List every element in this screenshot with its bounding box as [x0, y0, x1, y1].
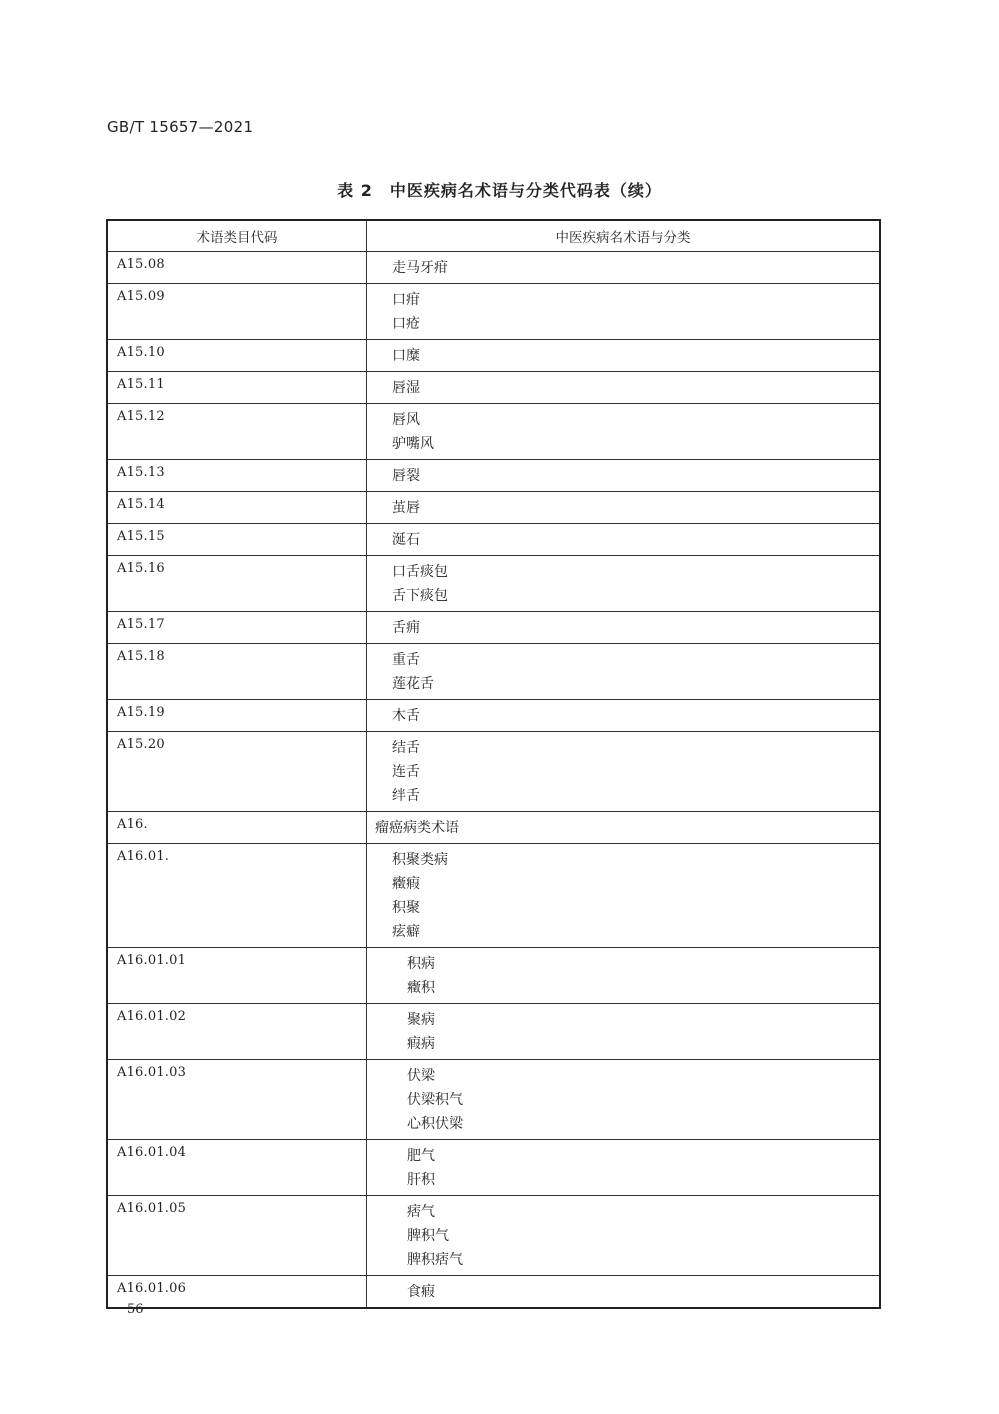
table-row — [107, 1196, 880, 1276]
term-name: 积聚 — [392, 900, 420, 916]
term-name: 瘕病 — [407, 1036, 435, 1052]
term-code: A15.17 — [107, 612, 367, 644]
term-names — [367, 340, 881, 372]
term-code: A16.01.05 — [107, 1196, 367, 1276]
term-names — [367, 844, 881, 948]
term-name: 舌痈 — [392, 620, 420, 636]
term-name: 口疳 — [392, 292, 420, 308]
term-names — [367, 1004, 881, 1060]
column-header-terms: 中医疾病名术语与分类 — [367, 220, 881, 252]
table-row — [107, 1140, 880, 1196]
term-name: 驴嘴风 — [392, 436, 434, 452]
table-row — [107, 524, 880, 556]
term-name: 心积伏梁 — [407, 1116, 463, 1132]
term-name: 伏梁 — [407, 1068, 435, 1084]
term-name: 茧唇 — [392, 500, 420, 516]
term-name: 脾积气 — [407, 1228, 449, 1244]
term-code: A15.20 — [107, 732, 367, 812]
term-name: 脾积痞气 — [407, 1252, 463, 1268]
term-name: 连舌 — [392, 764, 420, 780]
term-names — [367, 732, 881, 812]
term-code: A15.16 — [107, 556, 367, 612]
table-row — [107, 1004, 880, 1060]
term-code: A16.01.01 — [107, 948, 367, 1004]
term-code: A15.10 — [107, 340, 367, 372]
term-name: 结舌 — [392, 740, 420, 756]
table-row — [107, 252, 880, 284]
term-name: 唇裂 — [392, 468, 420, 484]
term-name: 痞气 — [407, 1204, 435, 1220]
term-name: 肝积 — [407, 1172, 435, 1188]
term-name: 食瘕 — [407, 1284, 435, 1300]
term-name: 聚病 — [407, 1012, 435, 1028]
term-name: 积病 — [407, 956, 435, 972]
table-row — [107, 372, 880, 404]
term-code: A15.19 — [107, 700, 367, 732]
term-name: 口糜 — [392, 348, 420, 364]
term-names — [367, 948, 881, 1004]
term-names — [367, 1276, 881, 1309]
table-row — [107, 404, 880, 460]
table-header-row — [107, 220, 880, 252]
term-name: 唇风 — [392, 412, 420, 428]
term-names — [367, 524, 881, 556]
term-name: 重舌 — [392, 652, 420, 668]
table-caption: 表 2 中医疾病名术语与分类代码表（续） — [337, 181, 662, 200]
term-name: 癥瘕 — [392, 876, 420, 892]
table-body — [107, 252, 880, 1309]
term-name: 积聚类病 — [392, 852, 448, 868]
term-code: A15.08 — [107, 252, 367, 284]
term-code: A16.01.06 — [107, 1276, 367, 1309]
term-names — [367, 252, 881, 284]
table-row — [107, 460, 880, 492]
term-code: A15.18 — [107, 644, 367, 700]
term-name: 痃癖 — [392, 924, 420, 940]
term-code: A16.01.03 — [107, 1060, 367, 1140]
term-names — [367, 372, 881, 404]
term-name: 肥气 — [407, 1148, 435, 1164]
term-names — [367, 700, 881, 732]
table-row — [107, 1060, 880, 1140]
term-names — [367, 1196, 881, 1276]
term-names — [367, 556, 881, 612]
term-name: 伏梁积气 — [407, 1092, 463, 1108]
term-name: 癥积 — [407, 980, 435, 996]
term-code: A15.14 — [107, 492, 367, 524]
term-names — [367, 644, 881, 700]
term-name: 瘤癌病类术语 — [375, 820, 459, 836]
term-name: 绊舌 — [392, 788, 420, 804]
table-row — [107, 700, 880, 732]
term-names — [367, 492, 881, 524]
table-row — [107, 844, 880, 948]
term-code: A15.09 — [107, 284, 367, 340]
term-name: 木舌 — [392, 708, 420, 724]
term-names — [367, 612, 881, 644]
term-code: A15.12 — [107, 404, 367, 460]
standard-code: GB/T 15657—2021 — [107, 118, 254, 136]
table-row — [107, 644, 880, 700]
term-name: 走马牙疳 — [392, 260, 448, 276]
term-names — [367, 460, 881, 492]
term-code: A16.01. — [107, 844, 367, 948]
table-row — [107, 732, 880, 812]
term-code: A16.01.04 — [107, 1140, 367, 1196]
table-row — [107, 948, 880, 1004]
page-number: 56 — [127, 1302, 144, 1317]
term-code: A15.15 — [107, 524, 367, 556]
table-row — [107, 284, 880, 340]
term-name: 舌下痰包 — [392, 588, 448, 604]
term-names — [367, 404, 881, 460]
term-code: A15.11 — [107, 372, 367, 404]
term-name: 涎石 — [392, 532, 420, 548]
term-name: 口疮 — [392, 316, 420, 332]
term-name: 唇湿 — [392, 380, 420, 396]
term-names — [367, 812, 881, 844]
terms-table — [106, 219, 881, 1309]
table-row — [107, 1276, 880, 1309]
term-name: 口舌痰包 — [392, 564, 448, 580]
term-code: A16.01.02 — [107, 1004, 367, 1060]
table-row — [107, 556, 880, 612]
table-row — [107, 340, 880, 372]
term-names — [367, 284, 881, 340]
term-names — [367, 1140, 881, 1196]
table-row — [107, 612, 880, 644]
table-row — [107, 492, 880, 524]
column-header-code: 术语类目代码 — [107, 220, 367, 252]
term-names — [367, 1060, 881, 1140]
term-code: A16. — [107, 812, 367, 844]
term-name: 莲花舌 — [392, 676, 434, 692]
table-row — [107, 812, 880, 844]
term-code: A15.13 — [107, 460, 367, 492]
